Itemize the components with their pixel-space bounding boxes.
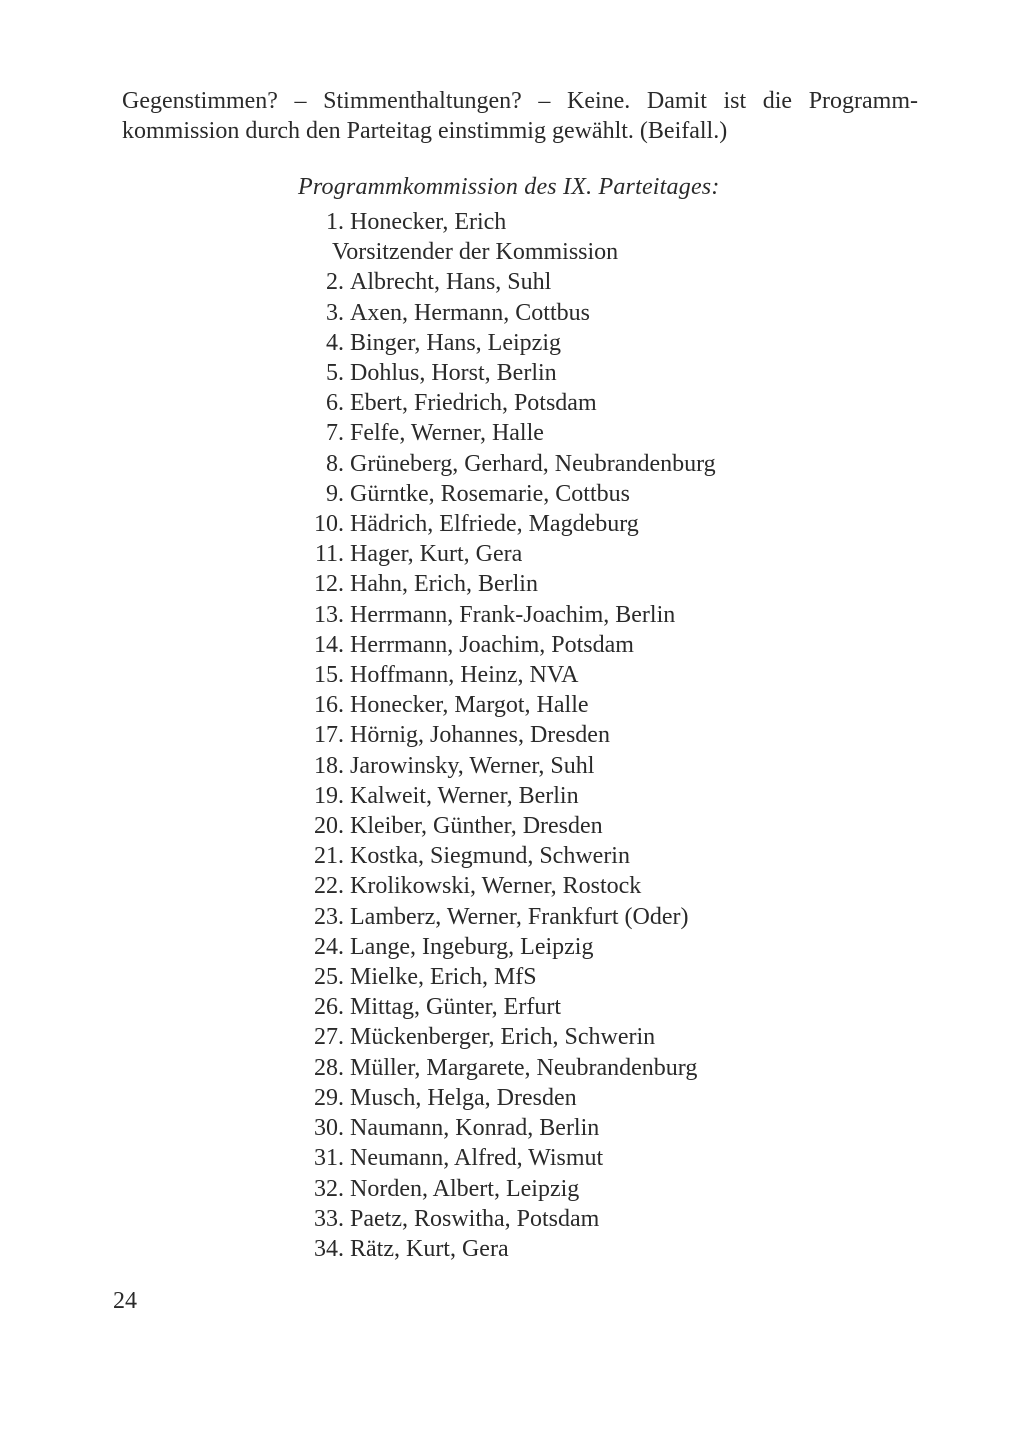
member-number: 27.: [314, 1024, 344, 1051]
member-name: Lamberz, Werner, Frankfurt (Oder): [350, 903, 689, 930]
member-number: 23.: [314, 903, 344, 930]
member-entry: [350, 630, 634, 660]
member-entry: [350, 902, 689, 932]
member-name: Mückenberger, Erich, Schwerin: [350, 1024, 656, 1051]
member-name: Rätz, Kurt, Gera: [350, 1235, 509, 1262]
member-entry: [350, 992, 561, 1022]
member-entry: [350, 358, 557, 388]
member-entry: [350, 418, 544, 448]
member-number: 10.: [314, 511, 344, 538]
member-name: Honecker, Erich: [350, 209, 507, 235]
member-entry: [350, 1174, 579, 1204]
list-item: [296, 1083, 716, 1113]
member-number: 13.: [314, 601, 344, 628]
list-item: [296, 781, 716, 811]
member-entry: [350, 298, 590, 328]
member-name: Hädrich, Elfriede, Magdeburg: [350, 511, 639, 538]
member-entry: [350, 1083, 577, 1113]
member-name: Herrmann, Joachim, Potsdam: [350, 631, 634, 658]
list-item: [296, 600, 716, 630]
member-entry: [350, 1053, 697, 1083]
member-number: 31.: [314, 1145, 344, 1172]
member-entry: [350, 539, 522, 569]
member-entry: [350, 932, 593, 962]
member-entry: [350, 1204, 599, 1234]
member-name: Krolikowski, Werner, Rostock: [350, 873, 642, 900]
member-entry: [350, 1113, 599, 1143]
list-item: [296, 1234, 716, 1264]
member-name: Albrecht, Hans, Suhl: [350, 269, 552, 296]
member-number: 2.: [326, 269, 344, 296]
list-item: [296, 1143, 716, 1173]
list-item: [296, 1174, 716, 1204]
member-number: 5.: [326, 360, 344, 387]
member-name: Hoffmann, Heinz, NVA: [350, 662, 579, 689]
list-item: [296, 569, 716, 599]
page-number: 24: [113, 1288, 137, 1314]
member-number: 24.: [314, 933, 344, 960]
member-name: Kostka, Siegmund, Schwerin: [350, 843, 630, 870]
member-name: Mittag, Günter, Erfurt: [350, 994, 561, 1021]
member-entry: [350, 1234, 509, 1264]
list-item: [296, 539, 716, 569]
member-entry: [350, 1143, 603, 1173]
member-name: Gürntke, Rosemarie, Cottbus: [350, 480, 630, 507]
member-name: Müller, Margarete, Neubrandenburg: [350, 1054, 698, 1081]
member-number: 29.: [314, 1084, 344, 1111]
member-number: 22.: [314, 873, 344, 900]
member-entry: [350, 388, 597, 418]
member-number: 25.: [314, 964, 344, 991]
member-number: 12.: [314, 571, 344, 598]
member-number: 18.: [314, 752, 344, 779]
member-number: 28.: [314, 1054, 344, 1081]
list-item: [296, 1022, 716, 1052]
list-item: [296, 992, 716, 1022]
member-name: Paetz, Roswitha, Potsdam: [350, 1205, 600, 1232]
list-item: [296, 267, 716, 297]
member-number: 34.: [314, 1235, 344, 1262]
list-item: [296, 1113, 716, 1143]
member-number: 1.: [326, 209, 344, 235]
list-item: [296, 660, 716, 690]
list-item: [296, 509, 716, 539]
member-entry: [350, 962, 537, 992]
member-entry: [350, 841, 630, 871]
member-number: 30.: [314, 1115, 344, 1142]
list-item: [296, 298, 716, 328]
member-number: 16.: [314, 692, 344, 719]
member-name: Musch, Helga, Dresden: [350, 1084, 577, 1111]
member-number: 11.: [314, 541, 344, 568]
member-entry: [332, 207, 619, 267]
member-name: Kalweit, Werner, Berlin: [350, 782, 579, 809]
member-name: Hager, Kurt, Gera: [350, 541, 523, 568]
member-entry: [350, 449, 716, 479]
member-name: Lange, Ingeburg, Leipzig: [350, 933, 594, 960]
member-number: 14.: [314, 631, 344, 658]
member-number: 8.: [326, 450, 344, 477]
member-number: 19.: [314, 782, 344, 809]
list-item: [296, 630, 716, 660]
list-item: [296, 690, 716, 720]
list-item: [296, 358, 716, 388]
member-name: Ebert, Friedrich, Potsdam: [350, 390, 597, 417]
member-entry: [350, 267, 551, 297]
member-entry: [350, 660, 578, 690]
member-name: Felfe, Werner, Halle: [350, 420, 544, 447]
member-name: Hörnig, Johannes, Dresden: [350, 722, 610, 749]
intro-line-1: Gegenstimmen? – Stimmenthaltungen? – Keine. Damit ist die Programm-: [122, 88, 918, 114]
member-role: Vorsitzender der Kommission: [332, 239, 619, 266]
member-number: 20.: [314, 813, 344, 840]
member-number: 9.: [326, 480, 344, 507]
member-number: 17.: [314, 722, 344, 749]
list-item: [296, 871, 716, 901]
list-item: [296, 449, 716, 479]
member-entry: [350, 479, 630, 509]
list-item: [296, 207, 716, 267]
member-name: Mielke, Erich, MfS: [350, 964, 537, 991]
intro-line-2: kommission durch den Parteitag einstimmig gewählt. (Beifall.): [122, 118, 728, 144]
member-name: Norden, Albert, Leipzig: [350, 1175, 580, 1202]
member-name: Jarowinsky, Werner, Suhl: [350, 752, 595, 779]
member-number: 26.: [314, 994, 344, 1021]
member-number: 33.: [314, 1205, 344, 1232]
member-name: Axen, Hermann, Cottbus: [350, 299, 590, 326]
member-entry: [350, 871, 641, 901]
list-item: [296, 1053, 716, 1083]
list-item: [296, 388, 716, 418]
member-number: 6.: [326, 390, 344, 417]
member-entry: [350, 600, 675, 630]
member-number: 4.: [326, 329, 344, 356]
member-name: Herrmann, Frank-Joachim, Berlin: [350, 601, 676, 628]
member-entry: [350, 720, 610, 750]
list-item: [296, 841, 716, 871]
member-entry: [350, 781, 579, 811]
member-name: Binger, Hans, Leipzig: [350, 329, 561, 356]
list-item: [296, 962, 716, 992]
member-entry: [350, 328, 561, 358]
intro-paragraph: [122, 86, 918, 146]
member-entry: [350, 690, 589, 720]
member-name: Grüneberg, Gerhard, Neubrandenburg: [350, 450, 716, 477]
list-item: [296, 1204, 716, 1234]
member-name: Honecker, Margot, Halle: [350, 692, 589, 719]
member-number: 15.: [314, 662, 344, 689]
list-item: [296, 328, 716, 358]
member-entry: [350, 811, 603, 841]
list-item: [296, 902, 716, 932]
member-entry: [350, 1022, 655, 1052]
list-item: [296, 811, 716, 841]
list-item: [296, 751, 716, 781]
list-item: [296, 720, 716, 750]
list-item: [296, 479, 716, 509]
member-list: [296, 207, 716, 1264]
member-entry: [350, 569, 538, 599]
member-entry: [350, 509, 639, 539]
member-name: Dohlus, Horst, Berlin: [350, 360, 557, 387]
member-number: 32.: [314, 1175, 344, 1202]
list-item: [296, 418, 716, 448]
member-name: Kleiber, Günther, Dresden: [350, 813, 603, 840]
member-name: Naumann, Konrad, Berlin: [350, 1115, 600, 1142]
member-name: Neumann, Alfred, Wismut: [350, 1145, 604, 1172]
member-name: Hahn, Erich, Berlin: [350, 571, 538, 598]
commission-heading: Programmkommission des IX. Parteitages:: [298, 174, 720, 200]
member-number: 3.: [326, 299, 344, 326]
member-entry: [350, 751, 594, 781]
member-number: 21.: [314, 843, 344, 870]
list-item: [296, 932, 716, 962]
member-number: 7.: [326, 420, 344, 447]
